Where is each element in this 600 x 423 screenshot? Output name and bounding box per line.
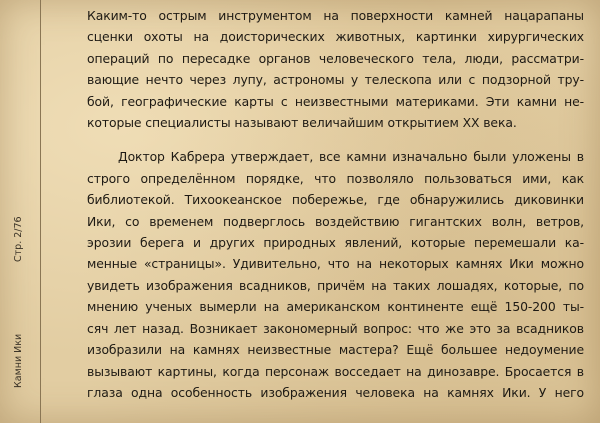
text-line: увидеть изображения всадников, причём на таких лошадях, которые, по bbox=[87, 277, 584, 293]
body-text bbox=[87, 5, 584, 403]
page-number: Стр. 2/76 bbox=[13, 216, 24, 262]
text-line: эрозии берега и других природных явлений, которые перемешали ка- bbox=[87, 235, 584, 251]
paragraph-gap bbox=[87, 133, 584, 146]
text-line: бой, географические карты с неизвестными материками. Эти камни не- bbox=[87, 93, 584, 109]
paragraph-1 bbox=[87, 5, 584, 133]
book-title: Камни Ики bbox=[13, 333, 24, 388]
text-line: мнению ученых вымерли на американском континенте ещё 150-200 ты- bbox=[87, 299, 584, 315]
text-line: сяч лет назад. Возникает закономерный вопрос: что же это за всадников bbox=[87, 320, 584, 336]
text-line: Ики, со временем подверглось воздействию гигантских волн, ветров, bbox=[87, 213, 584, 229]
text-line: глаза одна особенность изображения человека на камнях Ики. У него bbox=[87, 384, 584, 400]
text-line: менные «страницы». Удивительно, что на некоторых камнях Ики можно bbox=[87, 256, 584, 272]
margin-rule bbox=[40, 0, 41, 423]
text-line: изобразили на камнях неизвестные мастера? Ещё большее недоумение bbox=[87, 342, 584, 358]
text-line: Каким-то острым инструментом на поверхности камней нацарапаны bbox=[87, 8, 584, 23]
paragraph-2 bbox=[87, 146, 584, 403]
text-line: библиотекой. Тихоокеанское побережье, где обнаружились диковинки bbox=[87, 192, 584, 208]
text-line: которые специалисты называют величайшим открытием XX века. bbox=[87, 115, 517, 131]
text-line: вызывают картины, когда персонаж восседает на динозавре. Бросается в bbox=[87, 363, 584, 379]
text-line: сценки охоты на доисторических животных, картинки хирургических bbox=[87, 29, 584, 45]
text-line: Доктор Кабрера утверждает, все камни изначально были уложены в bbox=[118, 149, 584, 165]
text-line: операций по пересадке органов человеческого тела, люди, рассматри- bbox=[87, 50, 584, 66]
text-line: вающие нечто через лупу, астрономы у телескопа или с подзорной тру- bbox=[87, 72, 584, 88]
text-line: строго определённом порядке, что позволяло пользоваться ими, как bbox=[87, 170, 584, 186]
